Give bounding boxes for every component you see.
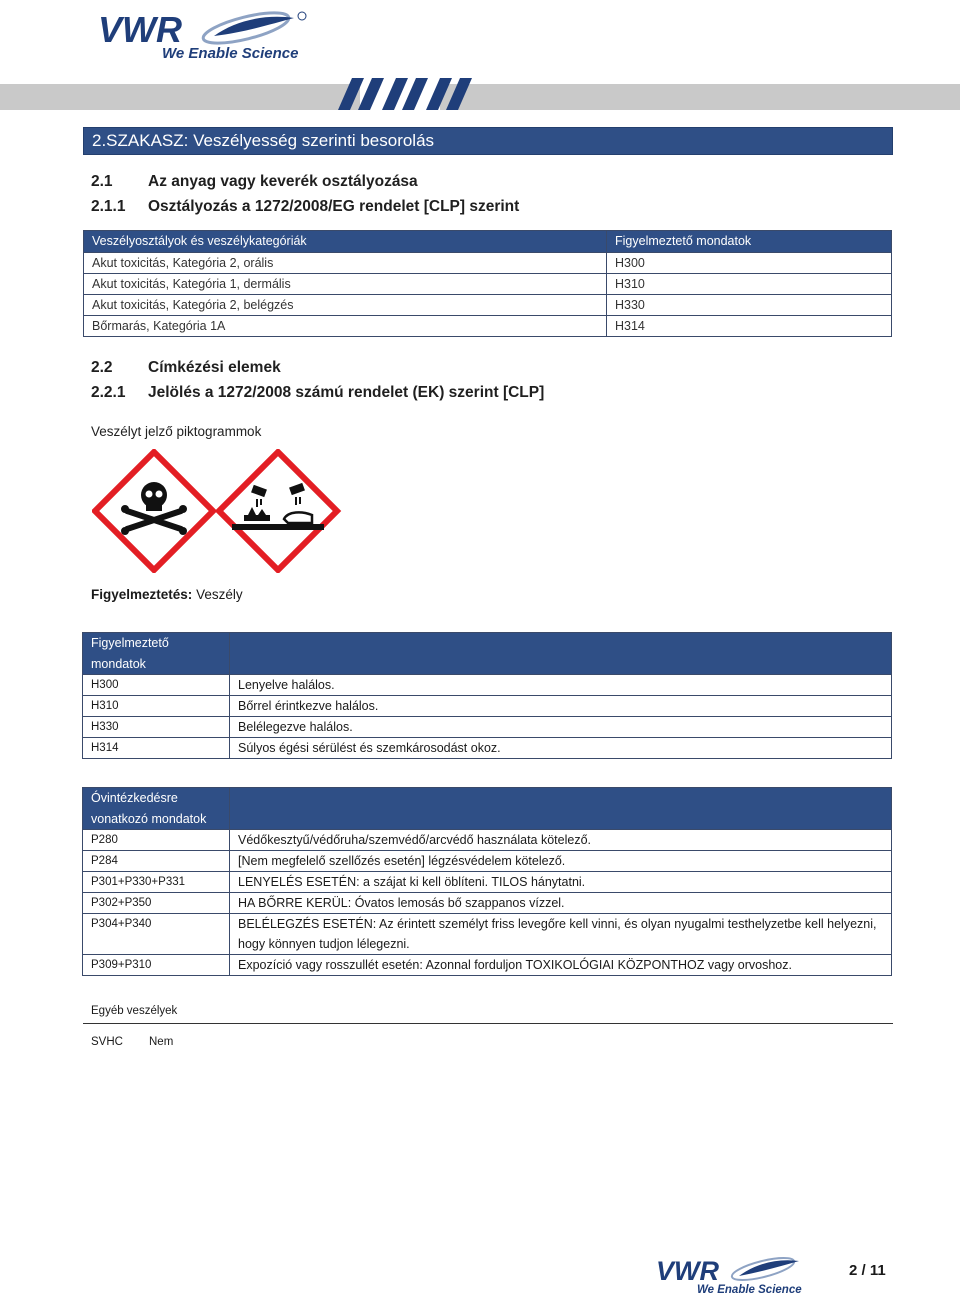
subsection-title: Címkézési elemek (148, 359, 281, 376)
statement-code-cell: P284 (83, 851, 230, 872)
table-row (83, 675, 892, 696)
page-number: 2 / 11 (849, 1262, 886, 1279)
statement-text-cell: Súlyos égési sérülést és szemkárosodást okoz. (230, 738, 892, 759)
classification-table (83, 230, 892, 337)
vwr-wordmark: VWR (656, 1256, 719, 1286)
statement-code-cell: H310 (83, 696, 230, 717)
statement-text-cell: Lenyelve halálos. (230, 675, 892, 696)
statement-text-cell: [Nem megfelelő szellőzés esetén] légzésvédelem kötelező. (230, 851, 892, 872)
statement-code-cell: H330 (83, 717, 230, 738)
subsection-title: Jelölés a 1272/2008 számú rendelet (EK) szerint [CLP] (148, 384, 545, 401)
corrosion-icon (219, 452, 337, 570)
table-header-cell (230, 788, 892, 830)
table-row (84, 294, 892, 315)
statement-code-cell: P302+P350 (83, 893, 230, 914)
subsection-number: 2.1.1 (91, 198, 126, 215)
statement-text-cell: Bőrrel érintkezve halálos. (230, 696, 892, 717)
skull-crossbones-icon (95, 452, 213, 570)
subsection-2-1 (91, 173, 418, 191)
hazard-statements-table (82, 632, 892, 759)
hazard-class-cell: Akut toxicitás, Kategória 2, belégzés (84, 294, 607, 315)
table-header-row (83, 633, 892, 675)
registered-mark-icon (298, 12, 306, 20)
divider (83, 1023, 893, 1024)
subsection-number: 2.1 (91, 173, 113, 190)
table-row (83, 851, 892, 872)
leaf-icon (739, 1260, 799, 1276)
header-band (0, 72, 960, 112)
table-header-row (84, 231, 892, 253)
subsection-title: Osztályozás a 1272/2008/EG rendelet [CLP] szerint (148, 198, 520, 215)
statement-text-cell: LENYELÉS ESETÉN: a szájat ki kell öblíteni. TILOS hánytatni. (230, 872, 892, 893)
table-row (84, 315, 892, 336)
svhc-label: SVHC (91, 1036, 123, 1048)
hazard-class-cell: Akut toxicitás, Kategória 2, orális (84, 252, 607, 273)
signal-word-line (91, 587, 243, 602)
statement-text-cell: Expozíció vagy rosszullét esetén: Azonnal forduljon TOXIKOLÓGIAI KÖZPONTHOZ vagy orvoshoz. (230, 955, 892, 976)
vwr-tagline: We Enable Science (697, 1284, 802, 1296)
table-header-row (83, 788, 892, 830)
svhc-value: Nem (149, 1036, 174, 1048)
vwr-logo (96, 6, 316, 62)
subsection-2-1-1 (91, 198, 519, 216)
table-row (83, 872, 892, 893)
statement-code-cell: H300 (83, 675, 230, 696)
vwr-logo-footer (655, 1252, 813, 1296)
hazard-class-cell: Bőrmarás, Kategória 1A (84, 315, 607, 336)
statement-code-cell: P309+P310 (83, 955, 230, 976)
table-header-cell: Figyelmeztető mondatok (83, 633, 230, 675)
hazard-code-cell: H310 (607, 273, 892, 294)
table-header-cell: Óvintézkedésre vonatkozó mondatok (83, 788, 230, 830)
statement-code-cell: H314 (83, 738, 230, 759)
statement-text-cell: Védőkesztyű/védőruha/szemvédő/arcvédő használata kötelező. (230, 830, 892, 851)
section-title: 2.SZAKASZ: Veszélyesség szerinti besorolás (83, 127, 893, 155)
precautionary-statements-table (82, 787, 892, 976)
subsection-2-2-1 (91, 384, 544, 402)
signal-word-label: Figyelmeztetés: (91, 587, 193, 602)
subsection-number: 2.2 (91, 359, 113, 376)
table-row (83, 830, 892, 851)
hazard-class-cell: Akut toxicitás, Kategória 1, dermális (84, 273, 607, 294)
table-row (83, 717, 892, 738)
subsection-title: Az anyag vagy keverék osztályozása (148, 173, 418, 190)
vwr-tagline: We Enable Science (162, 45, 299, 62)
signal-word-value: Veszély (196, 587, 243, 602)
hazard-code-cell: H300 (607, 252, 892, 273)
other-hazards-title: Egyéb veszélyek (91, 1005, 178, 1017)
table-header-cell: Veszélyosztályok és veszélykategóriák (84, 231, 607, 253)
table-row (84, 273, 892, 294)
table-row (83, 914, 892, 955)
statement-code-cell: P304+P340 (83, 914, 230, 955)
table-header-cell: Figyelmeztető mondatok (607, 231, 892, 253)
table-row (83, 955, 892, 976)
statement-code-cell: P280 (83, 830, 230, 851)
hazard-code-cell: H330 (607, 294, 892, 315)
subsection-2-2 (91, 359, 281, 377)
statement-text-cell: BELÉLEGZÉS ESETÉN: Az érintett személyt friss levegőre kell vinni, és olyan nyugalmi testhelyzetbe kell helyezni, hogy könnyen tudjon lélegezni. (230, 914, 892, 955)
table-row (83, 893, 892, 914)
table-row (84, 252, 892, 273)
hazard-pictograms (92, 449, 342, 573)
table-header-cell (230, 633, 892, 675)
subsection-number: 2.2.1 (91, 384, 126, 401)
table-row (83, 696, 892, 717)
hazard-code-cell: H314 (607, 315, 892, 336)
statement-code-cell: P301+P330+P331 (83, 872, 230, 893)
vwr-wordmark: VWR (98, 9, 182, 50)
pictograms-label: Veszélyt jelző piktogrammok (91, 424, 262, 439)
statement-text-cell: Belélegezve halálos. (230, 717, 892, 738)
statement-text-cell: HA BŐRRE KERÜL: Óvatos lemosás bő szappanos vízzel. (230, 893, 892, 914)
table-row (83, 738, 892, 759)
